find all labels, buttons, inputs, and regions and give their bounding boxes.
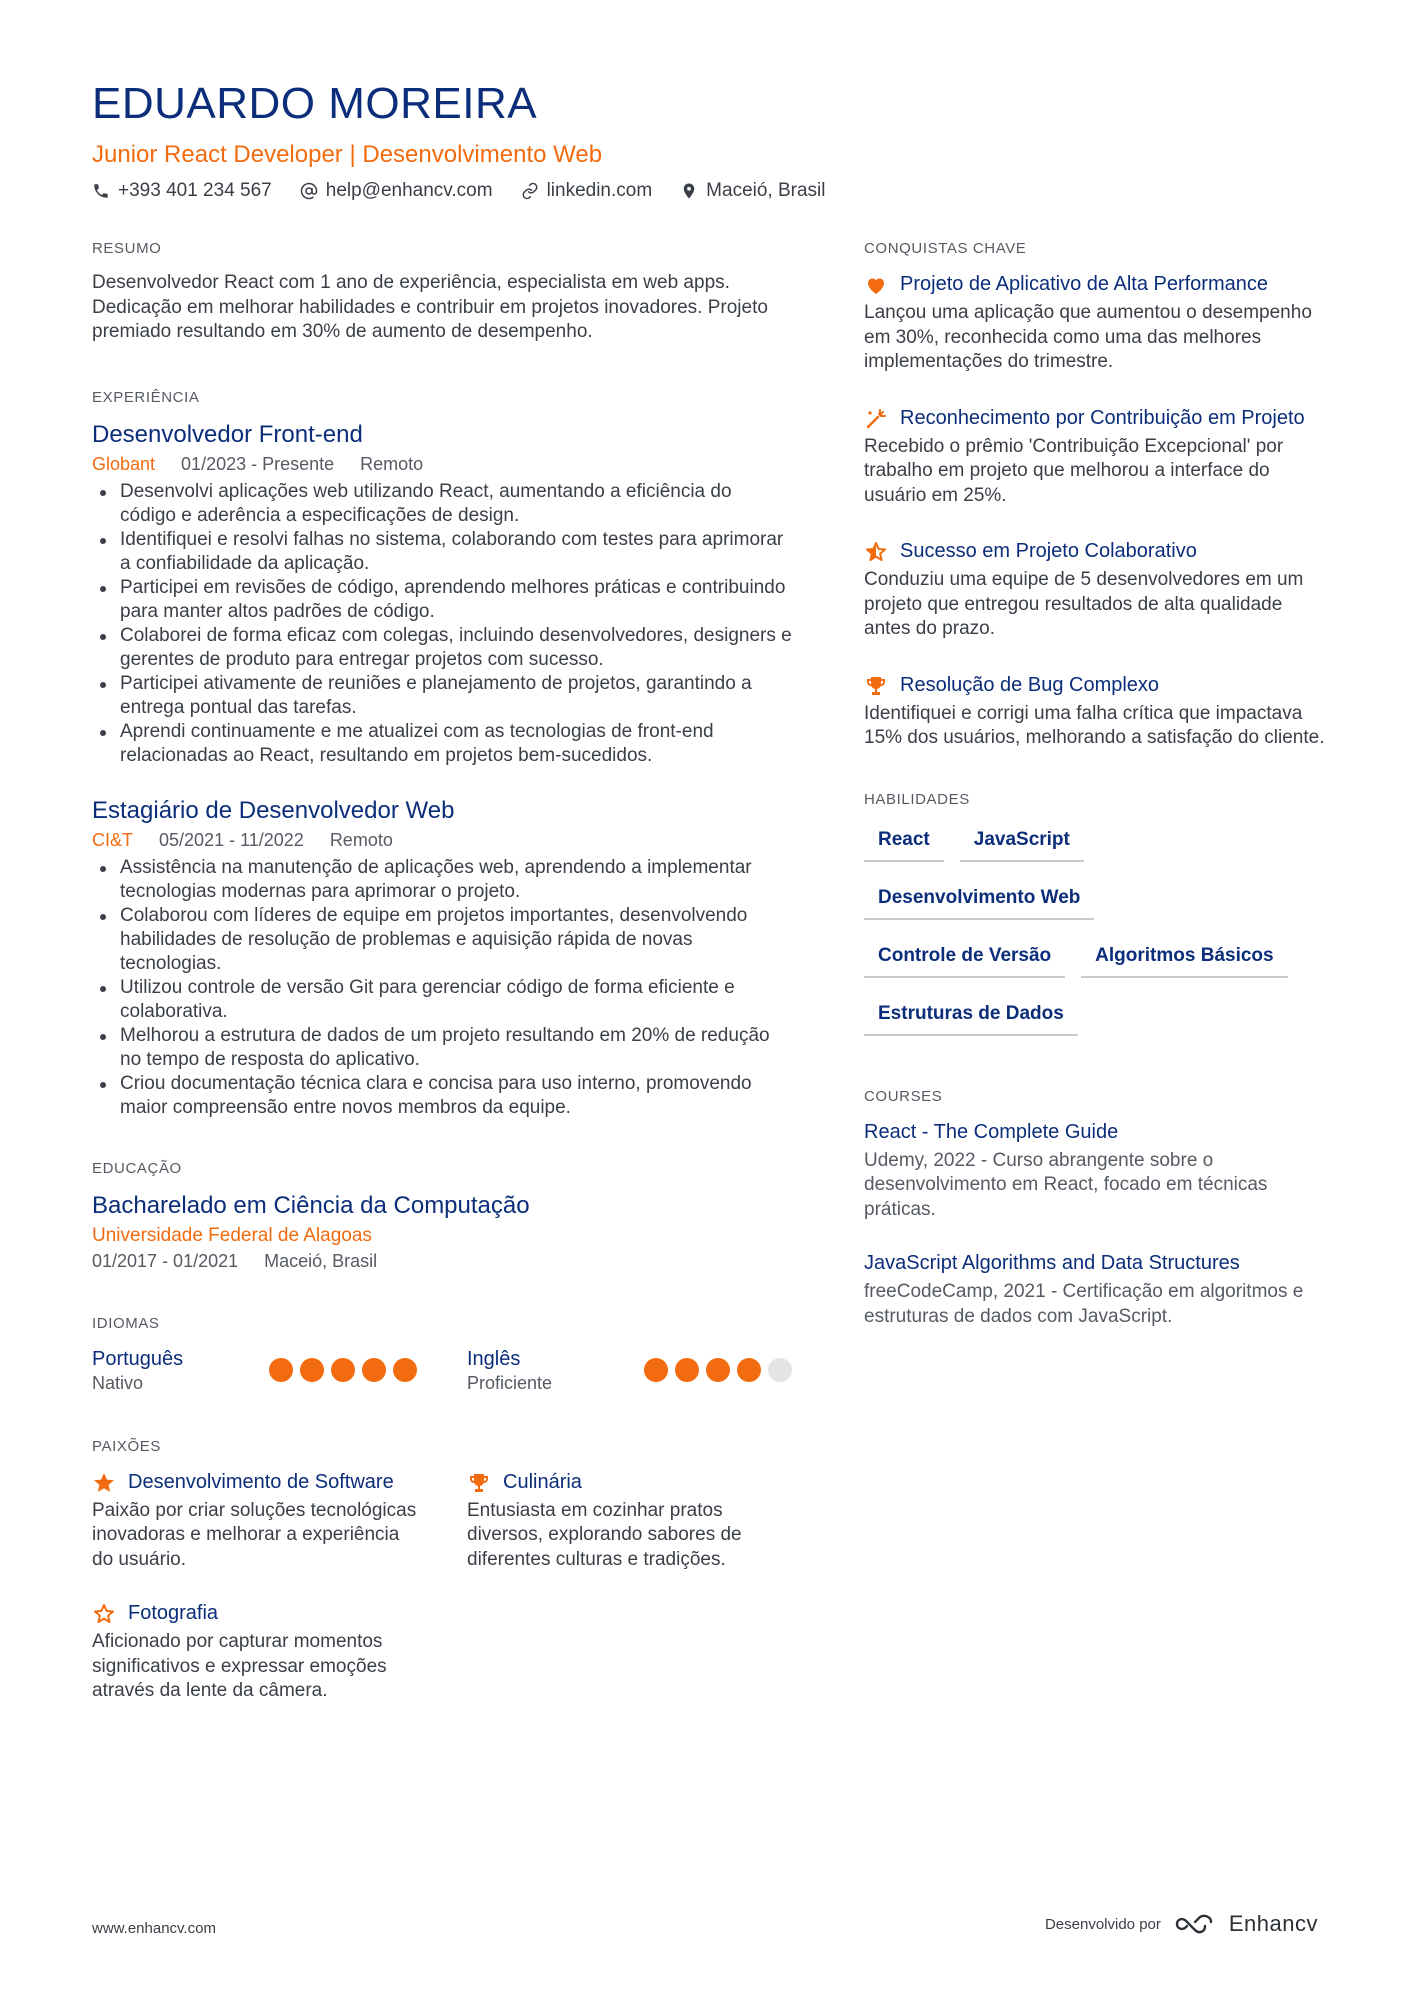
skill-tag: React xyxy=(864,822,944,862)
skill-tag: JavaScript xyxy=(960,822,1084,862)
course-desc: Udemy, 2022 - Curso abrangente sobre o desenvolvimento em React, focado em técnicas práticas. xyxy=(864,1149,1268,1220)
course-desc: freeCodeCamp, 2021 - Certificação em algoritmos e estruturas de dados com JavaScript. xyxy=(864,1281,1304,1327)
achievement-desc: Conduziu uma equipe de 5 desenvolvedores em um projeto que entregou resultados de alta qualidade antes do prazo. xyxy=(864,569,1304,639)
link-icon xyxy=(521,182,539,200)
job-entry xyxy=(92,420,792,768)
rating-dot-filled xyxy=(331,1358,355,1382)
job-location: Remoto xyxy=(329,829,393,850)
job-bullets xyxy=(92,480,792,768)
left-column xyxy=(92,240,792,1748)
passion-item xyxy=(92,1600,417,1704)
rating-dot-empty xyxy=(768,1358,792,1382)
job-title: Desenvolvedor Front-end xyxy=(92,420,363,448)
section-heading: COURSES xyxy=(864,1087,943,1105)
email-text: help@enhancv.com xyxy=(325,180,493,201)
bullet-item: Criou documentação técnica clara e concisa para uso interno, promovendo maior compreensão entre novos membros da equipe. xyxy=(92,1072,792,1120)
location-text: Maceió, Brasil xyxy=(706,180,826,201)
languages-section xyxy=(92,1315,792,1394)
skill-tag: Estruturas de Dados xyxy=(864,996,1078,1036)
bullet-item: Melhorou a estrutura de dados de um projeto resultando em 20% de redução no tempo de resposta do aplicativo. xyxy=(92,1024,792,1072)
star-half-icon xyxy=(864,540,888,564)
contact-bar xyxy=(92,180,1332,202)
passion-item xyxy=(467,1469,792,1573)
language-list xyxy=(92,1346,792,1394)
job-company: CI&T xyxy=(92,829,134,850)
phone-text: +393 401 234 567 xyxy=(118,180,272,201)
job-location: Remoto xyxy=(360,453,424,474)
experience-section xyxy=(92,389,792,1120)
star-filled-icon xyxy=(92,1471,116,1495)
skill-tag: Controle de Versão xyxy=(864,938,1065,978)
rating-dot-filled xyxy=(300,1358,324,1382)
bullet-item: Assistência na manutenção de aplicações web, aprendendo a implementar tecnologias modernas para aprimorar o projeto. xyxy=(92,856,792,904)
language-level: Nativo xyxy=(92,1372,144,1393)
education-section xyxy=(92,1160,792,1273)
language-rating xyxy=(644,1358,792,1382)
achievement-title: Resolução de Bug Complexo xyxy=(900,673,1160,696)
achievement-item xyxy=(864,271,1334,375)
achievement-item xyxy=(864,672,1334,751)
bullet-item: Identifiquei e resolvi falhas no sistema, colaborando com testes para aprimorar a confiabilidade da aplicação. xyxy=(92,528,792,576)
right-column xyxy=(864,240,1334,1373)
rating-dot-filled xyxy=(706,1358,730,1382)
rating-dot-filled xyxy=(393,1358,417,1382)
job-dates: 05/2021 - 11/2022 xyxy=(159,829,304,850)
brand-name: Enhancv xyxy=(1228,1911,1318,1936)
bullet-item: Participei ativamente de reuniões e planejamento de projetos, garantindo a entrega pontual das tarefas. xyxy=(92,672,792,720)
passion-desc: Paixão por criar soluções tecnológicas inovadoras e melhorar a experiência do usuário. xyxy=(92,1499,417,1570)
course-item xyxy=(864,1119,1334,1223)
rating-dot-filled xyxy=(362,1358,386,1382)
skills-section xyxy=(864,791,1334,1036)
bullet-item: Aprendi continuamente e me atualizei com as tecnologias de front-end relacionadas ao React, resultando em projetos bem-sucedidos. xyxy=(92,720,792,768)
passions-section xyxy=(92,1438,792,1704)
achievement-item xyxy=(864,405,1334,509)
phone-icon xyxy=(92,182,110,200)
education-school: Universidade Federal de Alagoas xyxy=(92,1224,372,1246)
footer-website[interactable]: www.enhancv.com xyxy=(92,1920,216,1937)
rating-dot-filled xyxy=(644,1358,668,1382)
achievements-section xyxy=(864,240,1334,751)
passion-desc: Aficionado por capturar momentos significativos e expressar emoções através da lente da câmera. xyxy=(92,1631,387,1701)
achievement-title: Sucesso em Projeto Colaborativo xyxy=(900,540,1197,562)
bullet-item: Utilizou controle de versão Git para gerenciar código de forma eficiente e colaborativa. xyxy=(92,976,792,1024)
contact-linkedin[interactable] xyxy=(521,180,653,202)
contact-phone[interactable] xyxy=(92,180,272,202)
section-heading: IDIOMAS xyxy=(92,1314,160,1332)
achievement-desc: Lançou uma aplicação que aumentou o desempenho em 30%, reconhecida como uma das melhores implementações do trimestre. xyxy=(864,302,1312,372)
at-sign-icon xyxy=(300,182,318,200)
magic-wand-icon xyxy=(864,407,888,431)
bullet-item: Colaborou com líderes de equipe em projetos importantes, desenvolvendo habilidades de resolução de problemas e aquisição rápida de novas tecnologias. xyxy=(92,904,792,976)
education-meta xyxy=(92,1249,792,1273)
course-title: React - The Complete Guide xyxy=(864,1120,1119,1143)
course-item xyxy=(864,1250,1334,1329)
powered-by-text: Desenvolvido por xyxy=(1044,1915,1161,1933)
education-location: Maceió, Brasil xyxy=(264,1250,378,1271)
star-outline-icon xyxy=(92,1602,116,1626)
language-item xyxy=(92,1346,417,1394)
rating-dot-filled xyxy=(269,1358,293,1382)
contact-location xyxy=(680,180,825,202)
job-bullets xyxy=(92,856,792,1120)
rating-dot-filled xyxy=(737,1358,761,1382)
bullet-item: Participei em revisões de código, aprendendo melhores práticas e contribuindo para manter altos padrões de código. xyxy=(92,576,792,624)
linkedin-text: linkedin.com xyxy=(546,180,653,201)
trophy-icon xyxy=(467,1471,491,1495)
language-rating xyxy=(269,1358,417,1382)
enhancv-logo-icon xyxy=(1173,1912,1217,1936)
education-dates: 01/2017 - 01/2021 xyxy=(92,1250,239,1271)
rating-dot-filled xyxy=(675,1358,699,1382)
passion-desc: Entusiasta em cozinhar pratos diversos, explorando sabores de diferentes culturas e tradições. xyxy=(467,1499,742,1570)
courses-section xyxy=(864,1088,1334,1330)
language-name: Português xyxy=(92,1347,184,1370)
language-level: Proficiente xyxy=(467,1372,553,1393)
footer-branding[interactable] xyxy=(1045,1911,1318,1937)
job-company: Globant xyxy=(92,453,156,474)
achievement-title: Projeto de Aplicativo de Alta Performance xyxy=(900,273,1268,295)
section-heading: CONQUISTAS CHAVE xyxy=(864,240,1027,257)
section-heading: EDUCAÇÃO xyxy=(92,1159,182,1177)
skill-tag: Algoritmos Básicos xyxy=(1081,938,1287,978)
job-entry xyxy=(92,796,792,1120)
passion-title: Culinária xyxy=(503,1470,582,1493)
bullet-item: Desenvolvi aplicações web utilizando React, aumentando a eficiência do código e aderência a especificações de design. xyxy=(92,480,792,528)
section-heading: HABILIDADES xyxy=(864,790,970,808)
achievement-title: Reconhecimento por Contribuição em Projeto xyxy=(900,406,1305,429)
job-meta xyxy=(92,452,792,476)
job-dates: 01/2023 - Presente xyxy=(181,453,335,474)
skill-list xyxy=(864,822,1334,1036)
language-item xyxy=(467,1346,792,1394)
resume-header xyxy=(92,78,1332,202)
achievement-item xyxy=(864,538,1334,642)
course-title: JavaScript Algorithms and Data Structures xyxy=(864,1252,1240,1274)
education-degree: Bacharelado em Ciência da Computação xyxy=(92,1191,530,1219)
summary-section xyxy=(92,240,792,345)
job-meta xyxy=(92,828,792,852)
achievement-desc: Recebido o prêmio 'Contribuição Excepcional' por trabalho em projeto que melhorou a interface do usuário em 25%. xyxy=(864,435,1284,506)
passion-title: Fotografia xyxy=(128,1602,219,1624)
section-heading: EXPERIÊNCIA xyxy=(92,388,200,406)
passion-item xyxy=(92,1469,417,1573)
heart-icon xyxy=(864,273,888,297)
candidate-name: EDUARDO MOREIRA xyxy=(92,79,538,128)
section-heading: PAIXÕES xyxy=(92,1437,161,1455)
passion-title: Desenvolvimento de Software xyxy=(128,1470,394,1493)
passion-list xyxy=(92,1469,792,1704)
summary-text: Desenvolvedor React com 1 ano de experiência, especialista em web apps. Dedicação em melhorar habilidades e contribuir em projetos inovadores. Projeto premiado resultando em 30% de aumento de desempenho. xyxy=(92,272,768,342)
map-pin-icon xyxy=(680,182,698,200)
skill-tag: Desenvolvimento Web xyxy=(864,880,1094,920)
contact-email[interactable] xyxy=(300,180,493,202)
trophy-icon xyxy=(864,674,888,698)
achievement-desc: Identifiquei e corrigi uma falha crítica que impactava 15% dos usuários, melhorando a satisfação do cliente. xyxy=(864,702,1325,748)
candidate-title: Junior React Developer | Desenvolvimento Web xyxy=(92,141,603,168)
job-title: Estagiário de Desenvolvedor Web xyxy=(92,796,455,824)
bullet-item: Colaborei de forma eficaz com colegas, incluindo desenvolvedores, designers e gerentes de produto para entregar projetos com sucesso. xyxy=(92,624,792,672)
section-heading: RESUMO xyxy=(92,240,162,257)
language-name: Inglês xyxy=(467,1347,521,1370)
